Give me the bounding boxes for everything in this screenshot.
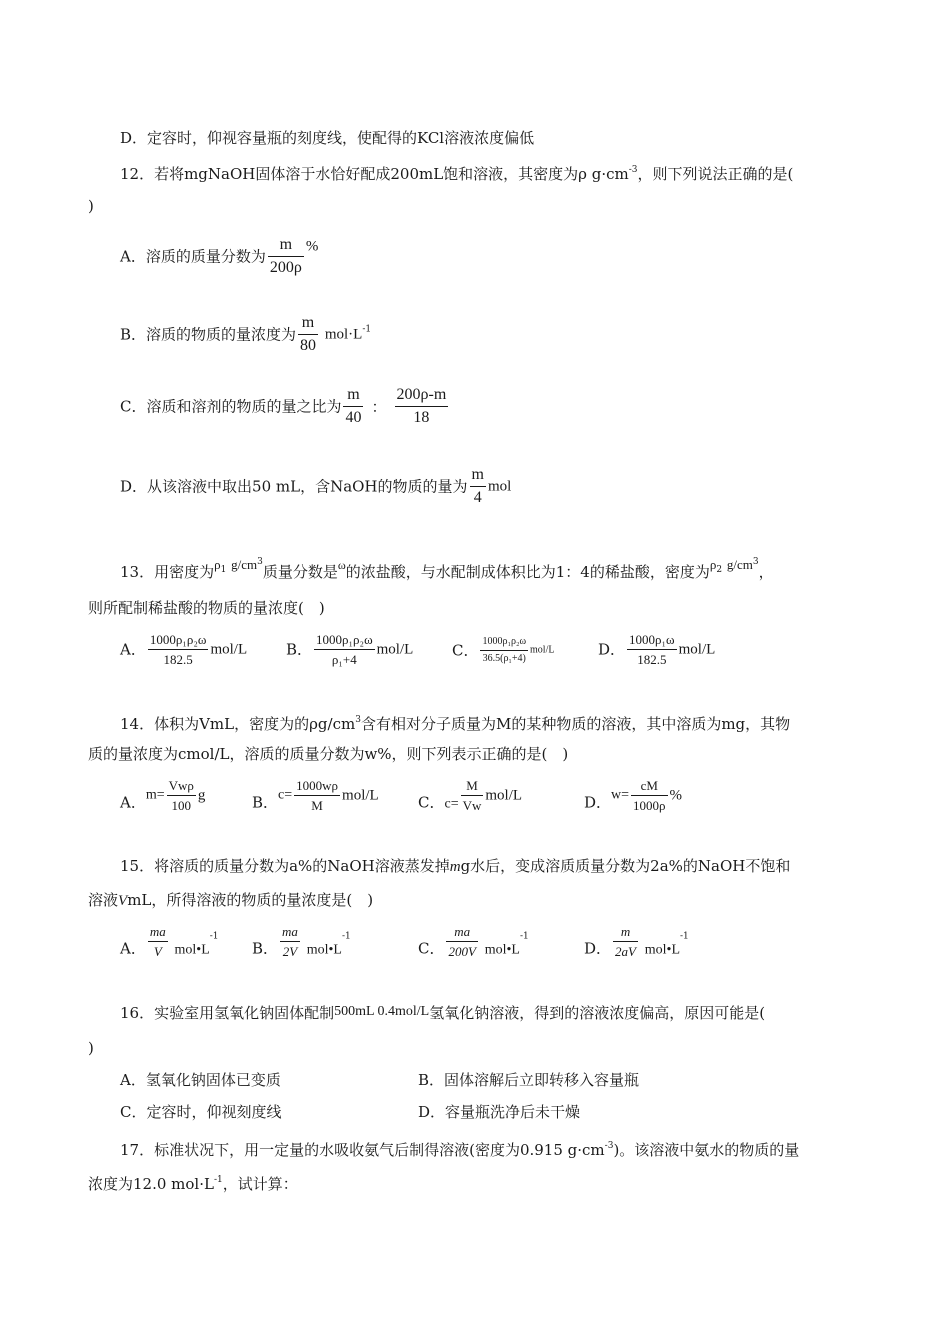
- q14-c-num: M: [461, 778, 484, 796]
- q14-d-unit: %: [669, 787, 683, 804]
- q12-a-den: 200ρ: [269, 259, 302, 276]
- q14-a-unit: g: [197, 787, 206, 804]
- q14-a-fraction: [167, 778, 196, 813]
- q13-a-unit: mol/L: [210, 641, 248, 658]
- q17-line1-b: )。该溶液中氨水的物质的量: [613, 1141, 800, 1159]
- q13-b-den: ρ₁+4: [331, 652, 357, 667]
- q17-line2-a: 浓度为12.0 mol·L: [88, 1175, 214, 1193]
- q15-stem-line1: [120, 856, 790, 877]
- q12-a-after: %: [305, 238, 319, 255]
- q12-stem: [120, 160, 793, 184]
- q15-c-den: 200V: [448, 944, 476, 959]
- q14-c-pre: c=: [444, 796, 459, 812]
- q15-b-label: B．: [252, 939, 279, 958]
- q14-option-c: [418, 778, 522, 815]
- q17-line1-a: 17．标准状况下，用一定量的水吸收氨气后制得溶液(密度为0.915 g·cm: [120, 1141, 605, 1159]
- q14-b-unit: mol/L: [342, 787, 379, 804]
- q12-c-den2: 18: [413, 409, 430, 426]
- q15-option-d: [584, 924, 689, 961]
- q15-option-a: [120, 924, 219, 961]
- q15-b-unit-sup: -1: [341, 931, 351, 942]
- q13-c-label: C．: [452, 641, 479, 660]
- q12-b-fraction: [298, 314, 318, 355]
- q13-d-num: 1000ρ₁ω: [627, 632, 677, 650]
- q12-c-sep: ：: [371, 397, 387, 416]
- q12-c-den1: 40: [345, 409, 362, 426]
- q16-option-d: D．容量瓶洗净后未干燥: [418, 1103, 581, 1121]
- q12-option-c: [120, 386, 450, 427]
- q16-stem-close: ): [88, 1039, 94, 1057]
- q15-line2-a: 溶液: [88, 891, 119, 909]
- q14-d-num: cM: [631, 778, 668, 796]
- q14-c-label: C．: [418, 793, 445, 812]
- q15-b-den: 2V: [282, 944, 298, 959]
- q13-c-num: 1000ρ₁ρ₂ω: [480, 636, 528, 651]
- q15-d-num: m: [613, 924, 638, 942]
- q15-c-num: ma: [446, 924, 477, 942]
- q14-d-fraction: [631, 778, 668, 813]
- q14-b-num: 1000wρ: [294, 778, 340, 796]
- q12-option-d: [120, 466, 511, 507]
- q16-option-c: C．定容时，仰视刻度线: [120, 1103, 282, 1121]
- q14-a-den: 100: [171, 798, 192, 813]
- q13-d: ，: [758, 563, 774, 581]
- q14-d-label: D．: [584, 793, 612, 812]
- q17-line1-sup: -3: [604, 1141, 614, 1151]
- q14-option-a: [120, 778, 205, 813]
- q12-option-b: [120, 314, 371, 355]
- q14-b-den: M: [311, 798, 323, 813]
- q13-b-num: 1000ρ₁ρ₂ω: [314, 632, 375, 650]
- q14-d-den: 1000ρ: [633, 798, 666, 813]
- q13-a: 13．用密度为: [120, 563, 215, 581]
- q16-stem: [120, 1002, 765, 1023]
- q12-b-text: B．溶质的物质的量浓度为: [120, 325, 297, 344]
- q15-stem-line2: [88, 890, 373, 911]
- q15-line1-b: g水后，变成溶质质量分数为2a%的NaOH不饱和: [460, 857, 791, 875]
- q12-d-unit: mol: [487, 478, 512, 495]
- q12-a-text: A．溶质的质量分数为: [120, 247, 266, 266]
- q12-d-fraction: [470, 466, 486, 507]
- q15-b-unit: mol•L: [306, 942, 342, 958]
- q14-a-num: Vwρ: [167, 778, 196, 796]
- q13-c-fraction: [480, 636, 528, 665]
- q14-c-fraction: [461, 778, 484, 813]
- q15-c-fraction: [446, 924, 477, 959]
- q12-c-fraction-1: [343, 386, 363, 427]
- q12-stem-a: 12．若将mgNaOH固体溶于水恰好配成200mL饱和溶液，其密度为ρ g·cm: [120, 165, 629, 183]
- q12-c-num1: m: [343, 386, 363, 407]
- q13-a-num: 1000ρ₁ρ₂ω: [148, 632, 209, 650]
- q13-rho1-sub: 1: [220, 565, 227, 575]
- q12-option-a: [120, 236, 318, 277]
- q13-rho2-sub: 2: [716, 565, 723, 575]
- q13-c-den: 36.5(ρ₁+4): [482, 653, 526, 664]
- q14-line1-sup: 3: [355, 715, 361, 725]
- q13-option-a: [120, 632, 247, 667]
- q17-stem-line2: [88, 1170, 298, 1194]
- q13-d-unit: mol/L: [678, 641, 716, 658]
- q13-b: 质量分数是: [262, 563, 338, 581]
- q13-unit2: g/cm: [726, 557, 753, 572]
- q15-a-den: V: [153, 944, 162, 959]
- q12-c-num2: 200ρ-m: [395, 386, 449, 407]
- q15-line2-v: V: [118, 893, 128, 909]
- q13-d-den: 182.5: [637, 652, 667, 667]
- q13-unit2-sup: 3: [752, 557, 759, 567]
- q16-option-b: B．固体溶解后立即转移入容量瓶: [418, 1071, 640, 1089]
- q13-a-label: A．: [120, 640, 146, 659]
- q14-a-label: A．: [120, 793, 146, 812]
- q13-rho1: ρ: [214, 557, 221, 572]
- q14-line1-b: 含有相对分子质量为M的某种物质的溶液，其中溶质为mg，其物: [360, 715, 791, 733]
- q17-line2-b: ，试计算：: [222, 1175, 298, 1193]
- q14-stem-line1: [120, 710, 790, 734]
- q13-unit1: g/cm: [231, 557, 258, 572]
- q15-d-den: 2aV: [615, 944, 636, 959]
- q16-qty: 500mL 0.4mol/L: [334, 1004, 430, 1019]
- q13-c: 的浓盐酸，与水配制成体积比为1：4的稀盐酸，密度为: [345, 563, 710, 581]
- q12-b-unit: mol·L: [324, 326, 363, 343]
- q14-a-pre: m=: [145, 787, 165, 803]
- q15-d-label: D．: [584, 939, 612, 958]
- q15-a-label: A．: [120, 939, 146, 958]
- q14-b-pre: c=: [278, 787, 293, 803]
- q12-b-num: m: [298, 314, 318, 335]
- q16-option-a: A．氢氧化钠固体已变质: [120, 1071, 281, 1089]
- q15-line1-m: m: [449, 859, 461, 875]
- q13-stem: [120, 552, 774, 582]
- q14-d-pre: w=: [611, 787, 630, 803]
- q12-d-den: 4: [473, 489, 482, 506]
- q13-option-b: [286, 632, 413, 667]
- q14-stem-line2: 质的量浓度为cmol/L，溶质的质量分数为w%，则下列表示正确的是( ): [88, 745, 569, 763]
- q13-b-unit: mol/L: [376, 641, 414, 658]
- q16-b: 氢氧化钠溶液，得到的溶液浓度偏高，原因可能是(: [429, 1004, 766, 1022]
- q13-rho2: ρ: [709, 557, 717, 572]
- q12-b-unit-sup: -1: [362, 324, 372, 335]
- q15-a-fraction: [148, 924, 168, 959]
- q15-d-fraction: [613, 924, 638, 959]
- q15-d-unit-sup: -1: [680, 931, 689, 942]
- q15-c-label: C．: [418, 939, 445, 958]
- q12-c-fraction-2: [395, 386, 449, 427]
- q14-b-label: B．: [252, 793, 279, 812]
- q15-c-unit: mol•L: [484, 942, 520, 958]
- q13-c-unit: mol/L: [530, 644, 555, 656]
- q14-option-d: [584, 778, 682, 813]
- q13-option-d: [598, 632, 715, 667]
- q12-b-den: 80: [300, 337, 317, 354]
- q13-option-c: [452, 636, 554, 665]
- q13-d-fraction: [627, 632, 677, 667]
- q12-a-num: m: [268, 236, 304, 257]
- q14-c-den: Vw: [462, 798, 482, 813]
- q13-a-fraction: [148, 632, 209, 667]
- q15-a-unit: mol•L: [174, 942, 210, 958]
- q15-option-c: [418, 924, 529, 961]
- q12-stem-b: ，则下列说法正确的是(: [637, 165, 794, 183]
- q17-stem-line1: [120, 1136, 799, 1160]
- q14-b-fraction: [294, 778, 340, 813]
- q16-a: 16．实验室用氢氧化钠固体配制: [120, 1004, 335, 1022]
- q12-a-fraction: [268, 236, 304, 277]
- q15-a-unit-sup: -1: [209, 931, 219, 942]
- q12-d-text: D．从该溶液中取出50 mL，含NaOH的物质的量为: [120, 477, 468, 496]
- q13-omega: ω: [337, 558, 346, 572]
- q12-d-num: m: [470, 466, 486, 487]
- q15-line1-a: 15．将溶质的质量分数为a%的NaOH溶液蒸发掉: [120, 857, 450, 875]
- q14-option-b: [252, 778, 379, 813]
- q12-c-text: C．溶质和溶剂的物质的量之比为: [120, 397, 342, 416]
- q15-a-num: ma: [148, 924, 168, 942]
- q12-stem-sup: -3: [628, 165, 638, 175]
- q15-line2-b: mL，所得溶液的物质的量浓度是( ): [127, 891, 374, 909]
- q15-c-unit-sup: -1: [519, 931, 529, 942]
- q13-b-label: B．: [286, 640, 313, 659]
- q12-stem-close: ): [88, 197, 94, 215]
- q17-line2-sup: -1: [213, 1175, 223, 1185]
- q14-line1-a: 14．体积为VmL，密度为的ρg/cm: [120, 715, 356, 733]
- q13-stem-line2: 则所配制稀盐酸的物质的量浓度( ): [88, 599, 325, 617]
- q15-d-unit: mol•L: [644, 942, 680, 958]
- q13-d-label: D．: [598, 640, 626, 659]
- q15-option-b: [252, 924, 351, 961]
- q15-b-num: ma: [280, 924, 300, 942]
- q14-c-unit: mol/L: [485, 787, 523, 804]
- q13-a-den: 182.5: [163, 652, 193, 667]
- q15-b-fraction: [280, 924, 300, 959]
- q11-option-d: D．定容时，仰视容量瓶的刻度线，使配得的KCl溶液浓度偏低: [120, 129, 535, 147]
- q13-unit1-sup: 3: [257, 557, 263, 567]
- q13-b-fraction: [314, 632, 375, 667]
